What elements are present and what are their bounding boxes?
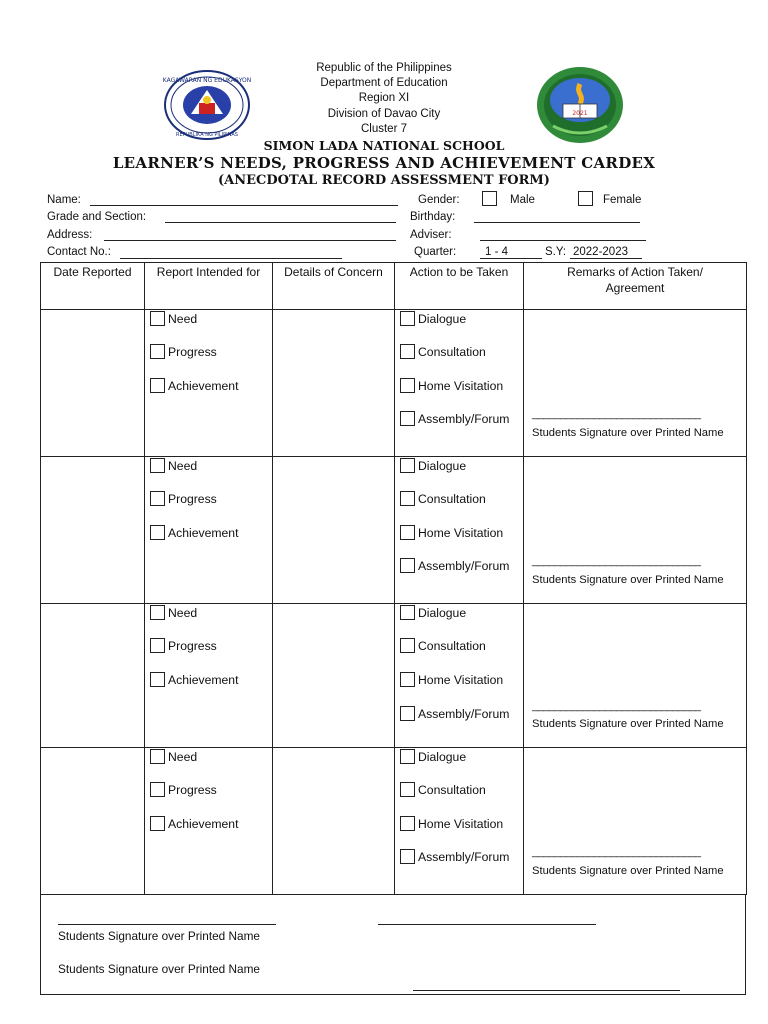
details-of-concern-cell[interactable] [273, 748, 395, 895]
option-home-visitation[interactable] [400, 816, 503, 831]
dialogue-label: Dialogue [418, 749, 467, 764]
remarks-cell[interactable] [524, 457, 747, 604]
sy-label: S.Y: [545, 246, 567, 258]
female-checkbox[interactable] [578, 191, 593, 206]
address-field[interactable] [104, 240, 396, 241]
option-dialogue[interactable] [400, 311, 466, 326]
quarter-field[interactable] [480, 258, 542, 259]
signature-line: ______________________________ [532, 555, 701, 567]
deped-logo-text: KAGAWARAN NG EDUKASYON [163, 77, 251, 84]
report-intended-cell [145, 604, 273, 748]
table-header-row [41, 263, 747, 310]
home-visitation-label: Home Visitation [418, 672, 504, 687]
details-of-concern-cell[interactable] [273, 457, 395, 604]
home-visitation-checkbox[interactable] [400, 672, 415, 687]
option-need[interactable] [150, 311, 197, 326]
dialogue-checkbox[interactable] [400, 749, 415, 764]
home-visitation-label: Home Visitation [418, 525, 504, 540]
achievement-checkbox[interactable] [150, 672, 165, 687]
gender-label: Gender: [418, 194, 460, 206]
option-achievement[interactable] [150, 816, 238, 831]
sy-value: 2022-2023 [573, 246, 628, 258]
signature-label: Students Signature over Printed Name [532, 427, 724, 439]
table-row [41, 604, 747, 748]
report-intended-cell [145, 457, 273, 604]
achievement-checkbox[interactable] [150, 816, 165, 831]
option-achievement[interactable] [150, 525, 238, 540]
consultation-label: Consultation [418, 491, 486, 506]
option-consultation[interactable] [400, 344, 486, 359]
consultation-checkbox[interactable] [400, 782, 415, 797]
assembly-forum-checkbox[interactable] [400, 411, 415, 426]
dialogue-label: Dialogue [418, 458, 467, 473]
progress-label: Progress [168, 782, 217, 797]
option-dialogue[interactable] [400, 605, 466, 620]
dialogue-label: Dialogue [418, 311, 467, 326]
signature-line: ______________________________ [532, 846, 701, 858]
assembly-forum-label: Assembly/Forum [418, 849, 510, 864]
quarter-value: 1 - 4 [485, 246, 509, 258]
signature-label: Students Signature over Printed Name [532, 718, 724, 730]
table-row [41, 310, 747, 457]
consultation-checkbox[interactable] [400, 491, 415, 506]
consultation-checkbox[interactable] [400, 638, 415, 653]
achievement-label: Achievement [168, 378, 239, 393]
grade-section-label: Grade and Section: [47, 211, 147, 223]
consultation-label: Consultation [418, 782, 486, 797]
form-title: LEARNER’S NEEDS, PROGRESS AND ACHIEVEMENT CARDEX [112, 154, 656, 172]
assembly-forum-label: Assembly/Forum [418, 558, 510, 573]
achievement-checkbox[interactable] [150, 378, 165, 393]
footer-signature-box [40, 894, 746, 995]
report-intended-cell [145, 310, 273, 457]
option-achievement[interactable] [150, 378, 238, 393]
name-label: Name: [47, 194, 81, 206]
cardex-table [40, 262, 747, 895]
grade-section-field[interactable] [165, 222, 396, 223]
consultation-checkbox[interactable] [400, 344, 415, 359]
option-progress[interactable] [150, 344, 217, 359]
option-dialogue[interactable] [400, 458, 466, 473]
option-assembly-forum[interactable] [400, 849, 509, 864]
header-line-republic: Republic of the Philippines [316, 62, 452, 74]
home-visitation-label: Home Visitation [418, 816, 504, 831]
male-checkbox[interactable] [482, 191, 497, 206]
deped-logo-bottom-text: REPUBLIKA NG PILIPINAS [176, 132, 238, 138]
option-dialogue[interactable] [400, 749, 466, 764]
achievement-label: Achievement [168, 525, 239, 540]
assembly-forum-label: Assembly/Forum [418, 706, 510, 721]
assembly-forum-label: Assembly/Forum [418, 411, 510, 426]
assembly-forum-checkbox[interactable] [400, 849, 415, 864]
option-assembly-forum[interactable] [400, 411, 509, 426]
option-achievement[interactable] [150, 672, 238, 687]
option-progress[interactable] [150, 638, 217, 653]
option-progress[interactable] [150, 782, 217, 797]
progress-label: Progress [168, 344, 217, 359]
need-label: Need [168, 311, 198, 326]
progress-checkbox[interactable] [150, 782, 165, 797]
name-field[interactable] [90, 205, 398, 206]
option-need[interactable] [150, 749, 197, 764]
option-need[interactable] [150, 458, 197, 473]
date-reported-cell[interactable] [41, 457, 145, 604]
table-row [41, 748, 747, 895]
sy-field[interactable] [570, 258, 642, 259]
birthday-field[interactable] [474, 222, 640, 223]
date-reported-cell[interactable] [41, 310, 145, 457]
option-assembly-forum[interactable] [400, 706, 509, 721]
dialogue-checkbox[interactable] [400, 458, 415, 473]
footer-signature-line-right[interactable] [413, 990, 680, 991]
need-label: Need [168, 749, 198, 764]
header-line-cluster: Cluster 7 [360, 123, 408, 135]
action-cell [395, 457, 524, 604]
need-checkbox[interactable] [150, 458, 165, 473]
option-home-visitation[interactable] [400, 672, 503, 687]
option-consultation[interactable] [400, 638, 486, 653]
need-checkbox[interactable] [150, 311, 165, 326]
remarks-cell[interactable] [524, 310, 747, 457]
form-subtitle: (ANECDOTAL RECORD ASSESSMENT FORM) [218, 173, 550, 188]
header-remarks: Remarks of Action Taken/ Agreement [524, 263, 747, 310]
need-label: Need [168, 605, 198, 620]
signature-line: ______________________________ [532, 408, 701, 420]
progress-label: Progress [168, 638, 217, 653]
need-checkbox[interactable] [150, 749, 165, 764]
option-consultation[interactable] [400, 782, 486, 797]
signature-label: Students Signature over Printed Name [532, 574, 724, 586]
option-progress[interactable] [150, 491, 217, 506]
header-action-to-be-taken: Action to be Taken [395, 263, 524, 310]
header-line-department: Department of Education [320, 77, 448, 89]
table-row [41, 457, 747, 604]
header-date-reported: Date Reported [41, 263, 145, 310]
signature-label: Students Signature over Printed Name [532, 865, 724, 877]
report-intended-cell [145, 748, 273, 895]
date-reported-cell[interactable] [41, 748, 145, 895]
option-assembly-forum[interactable] [400, 558, 509, 573]
address-label: Address: [47, 229, 93, 241]
dialogue-checkbox[interactable] [400, 605, 415, 620]
need-label: Need [168, 458, 198, 473]
home-visitation-checkbox[interactable] [400, 378, 415, 393]
footer-signature-label-2: Students Signature over Printed Name [58, 962, 260, 976]
male-label: Male [510, 194, 535, 206]
consultation-label: Consultation [418, 344, 486, 359]
contact-field[interactable] [120, 258, 342, 259]
female-label: Female [603, 194, 642, 206]
signature-line: ______________________________ [532, 700, 701, 712]
home-visitation-checkbox[interactable] [400, 525, 415, 540]
action-cell [395, 748, 524, 895]
date-reported-cell[interactable] [41, 604, 145, 748]
header-details-of-concern: Details of Concern [273, 263, 395, 310]
home-visitation-checkbox[interactable] [400, 816, 415, 831]
achievement-label: Achievement [168, 672, 239, 687]
details-of-concern-cell[interactable] [273, 604, 395, 748]
option-need[interactable] [150, 605, 197, 620]
header-line-region: Region XI [358, 92, 410, 104]
action-cell [395, 604, 524, 748]
option-home-visitation[interactable] [400, 525, 503, 540]
birthday-label: Birthday: [410, 211, 456, 223]
footer-signature-line-middle[interactable] [378, 924, 596, 925]
remarks-cell[interactable] [524, 604, 747, 748]
adviser-label: Adviser: [410, 229, 452, 241]
option-consultation[interactable] [400, 491, 486, 506]
dialogue-label: Dialogue [418, 605, 467, 620]
achievement-label: Achievement [168, 816, 239, 831]
contact-label: Contact No.: [47, 246, 111, 258]
home-visitation-label: Home Visitation [418, 378, 504, 393]
progress-checkbox[interactable] [150, 638, 165, 653]
assembly-forum-checkbox[interactable] [400, 706, 415, 721]
option-home-visitation[interactable] [400, 378, 503, 393]
achievement-checkbox[interactable] [150, 525, 165, 540]
remarks-cell[interactable] [524, 748, 747, 895]
dialogue-checkbox[interactable] [400, 311, 415, 326]
details-of-concern-cell[interactable] [273, 310, 395, 457]
header-line-division: Division of Davao City [327, 108, 441, 120]
need-checkbox[interactable] [150, 605, 165, 620]
action-cell [395, 310, 524, 457]
progress-checkbox[interactable] [150, 344, 165, 359]
school-name: SIMON LADA NATIONAL SCHOOL [263, 138, 505, 153]
school-logo-year: 2021 [572, 110, 588, 117]
footer-signature-line-left[interactable] [58, 924, 276, 925]
quarter-label: Quarter: [414, 246, 457, 258]
adviser-field[interactable] [480, 240, 646, 241]
consultation-label: Consultation [418, 638, 486, 653]
assembly-forum-checkbox[interactable] [400, 558, 415, 573]
progress-checkbox[interactable] [150, 491, 165, 506]
footer-signature-label-1: Students Signature over Printed Name [58, 929, 260, 943]
progress-label: Progress [168, 491, 217, 506]
header-report-intended: Report Intended for [145, 263, 273, 310]
